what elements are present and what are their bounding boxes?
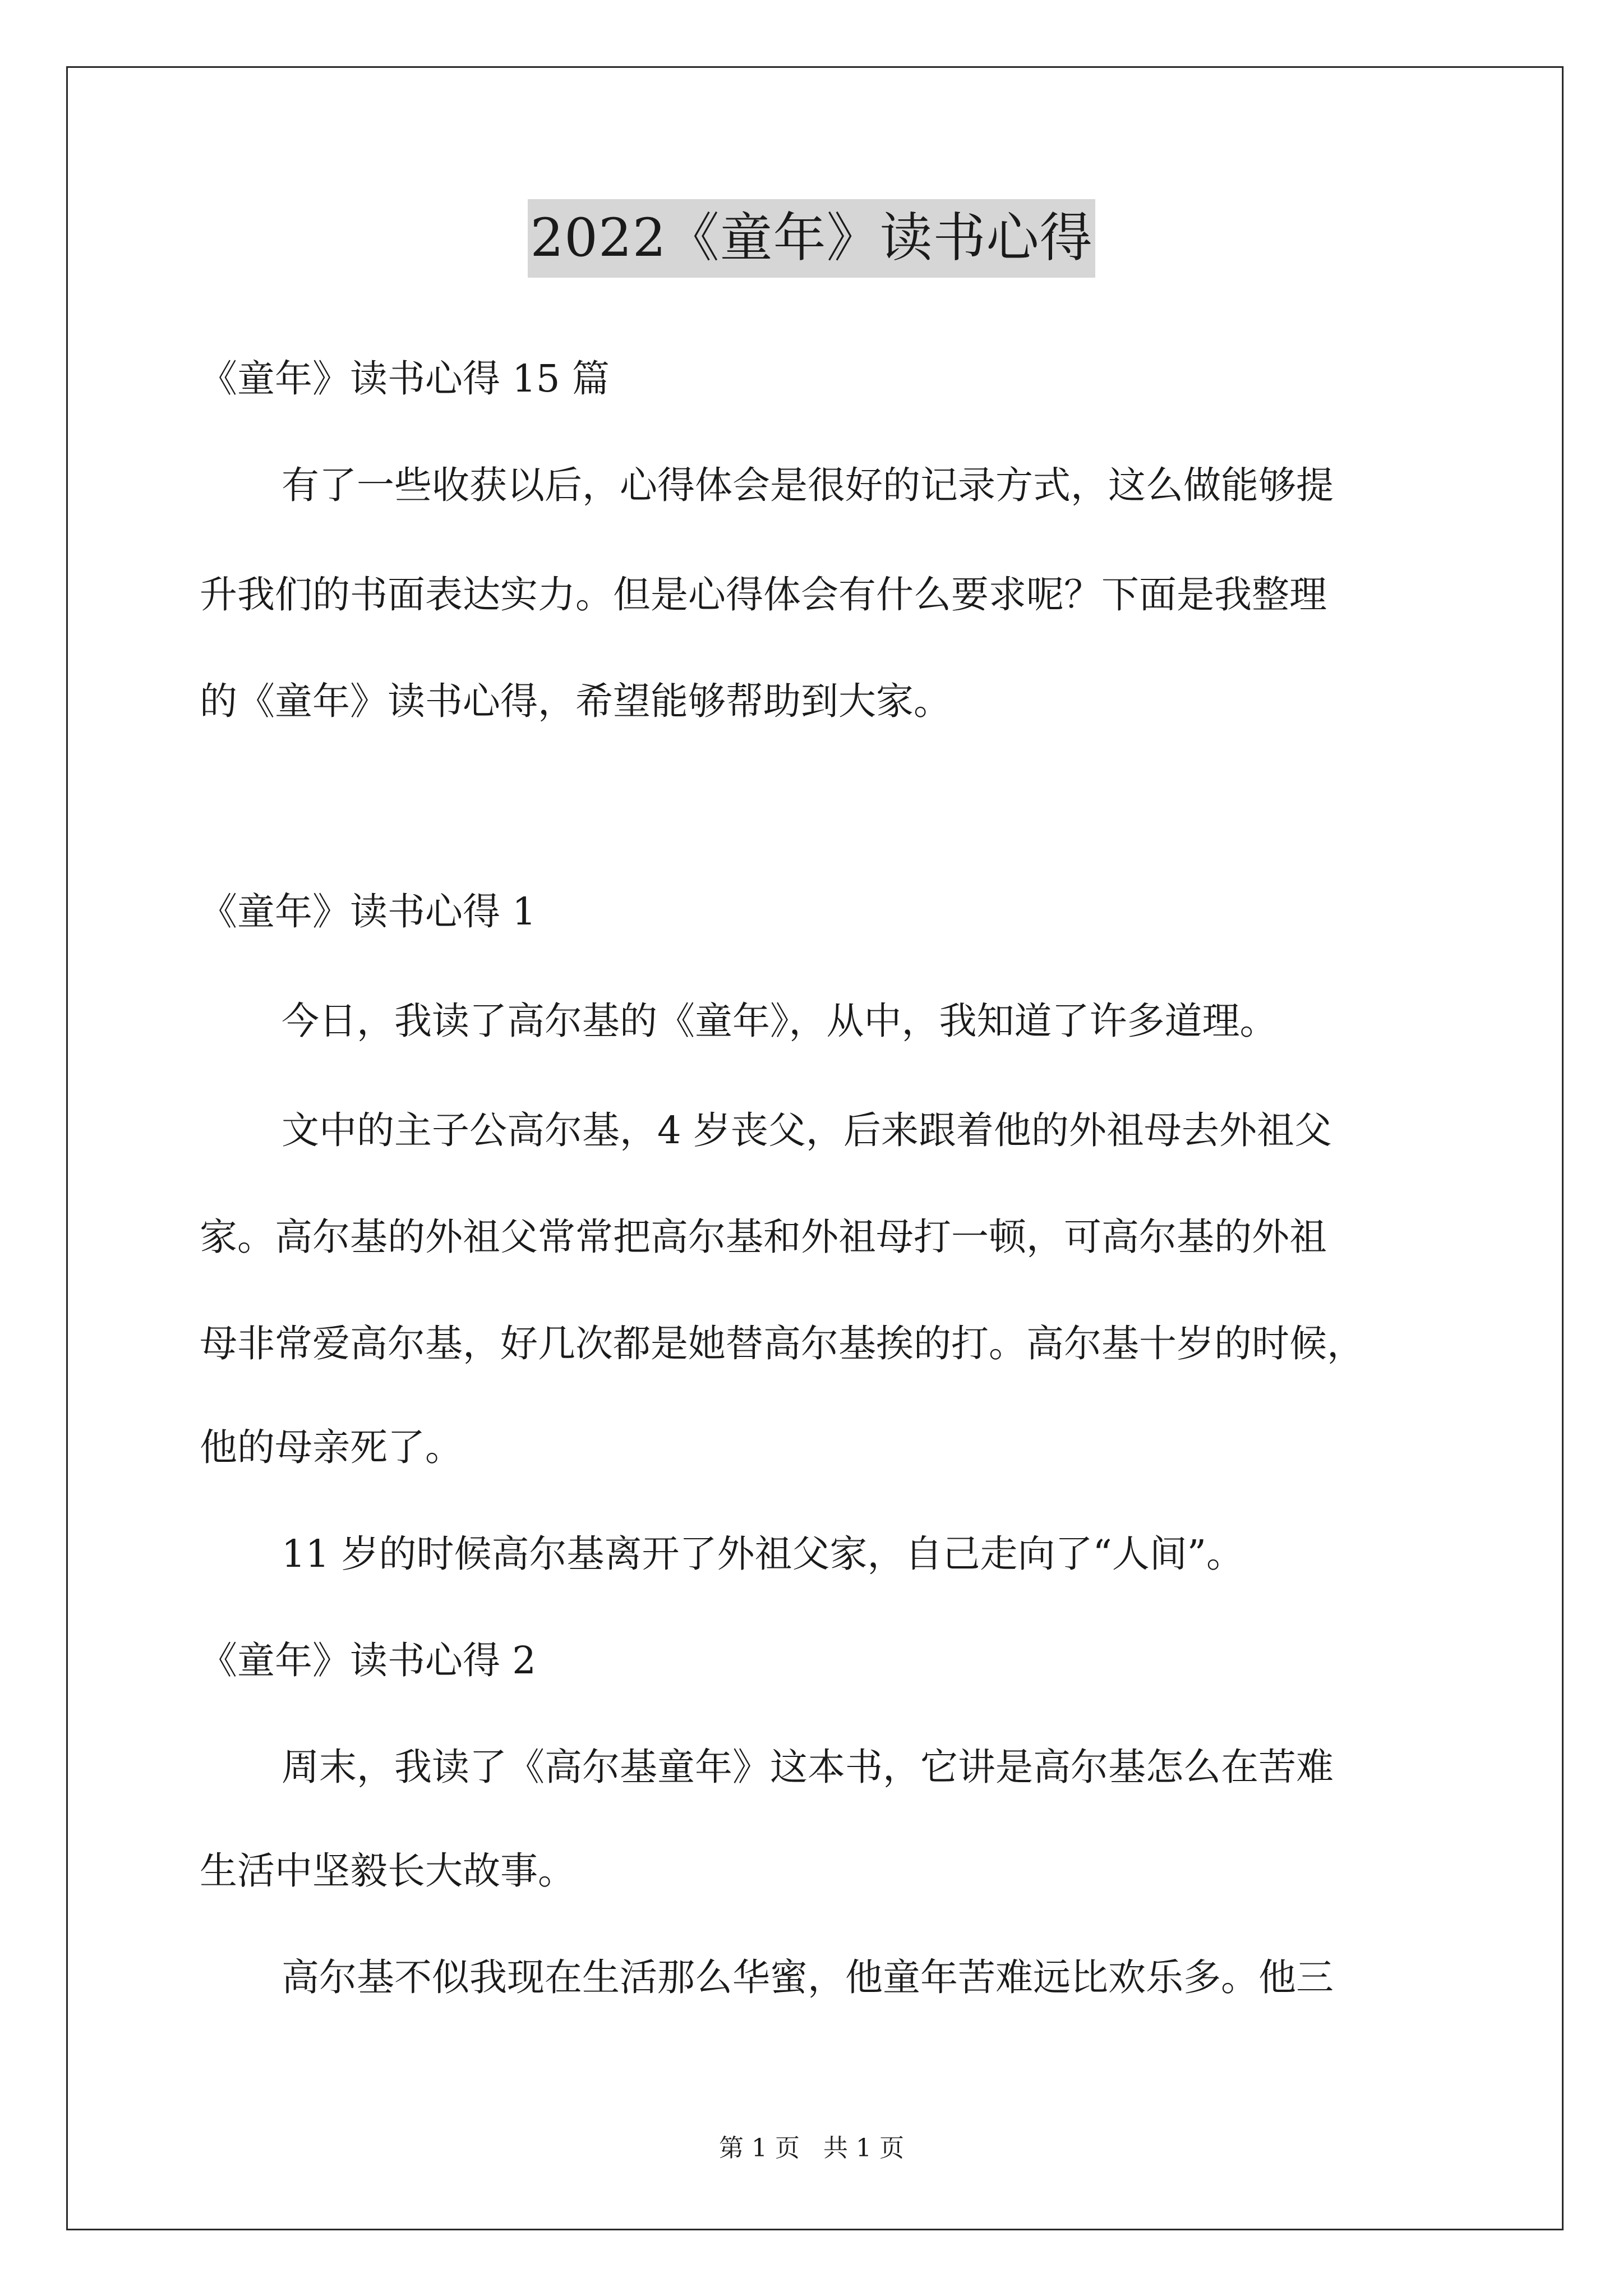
paragraph-line: 母非常爱高尔基，好几次都是她替高尔基挨的打。高尔基十岁的时候， bbox=[200, 1322, 1364, 1365]
subtitle-line: 《童年》读书心得 15 篇 bbox=[200, 357, 610, 401]
section-heading: 《童年》读书心得 1 bbox=[200, 890, 536, 933]
paragraph-line: 升我们的书面表达实力。但是心得体会有什么要求呢？下面是我整理 bbox=[200, 573, 1327, 616]
document-title: 2022《童年》读书心得 bbox=[528, 199, 1095, 278]
title-container bbox=[0, 199, 1623, 278]
paragraph-line: 的《童年》读书心得，希望能够帮助到大家。 bbox=[200, 679, 951, 723]
paragraph-line: 文中的主子公高尔基，4 岁丧父，后来跟着他的外祖母去外祖父 bbox=[282, 1108, 1332, 1152]
paragraph-line: 有了一些收获以后，心得体会是很好的记录方式，这么做能够提 bbox=[282, 463, 1334, 507]
paragraph-line: 家。高尔基的外祖父常常把高尔基和外祖母打一顿，可高尔基的外祖 bbox=[200, 1215, 1327, 1259]
page-footer: 第 1 页 共 1 页 bbox=[719, 2134, 904, 2162]
paragraph-line: 11 岁的时候高尔基离开了外祖父家，自己走向了“人间”。 bbox=[282, 1532, 1244, 1576]
paragraph-line: 周末，我读了《高尔基童年》这本书，它讲是高尔基怎么在苦难 bbox=[282, 1745, 1334, 1789]
section-heading: 《童年》读书心得 2 bbox=[200, 1639, 536, 1682]
paragraph-line: 他的母亲死了。 bbox=[200, 1425, 463, 1469]
paragraph-line: 今日，我读了高尔基的《童年》，从中，我知道了许多道理。 bbox=[282, 999, 1278, 1043]
paragraph-line: 生活中坚毅长大故事。 bbox=[200, 1849, 575, 1893]
paragraph-line: 高尔基不似我现在生活那么华蜜，他童年苦难远比欢乐多。他三 bbox=[282, 1955, 1334, 1999]
